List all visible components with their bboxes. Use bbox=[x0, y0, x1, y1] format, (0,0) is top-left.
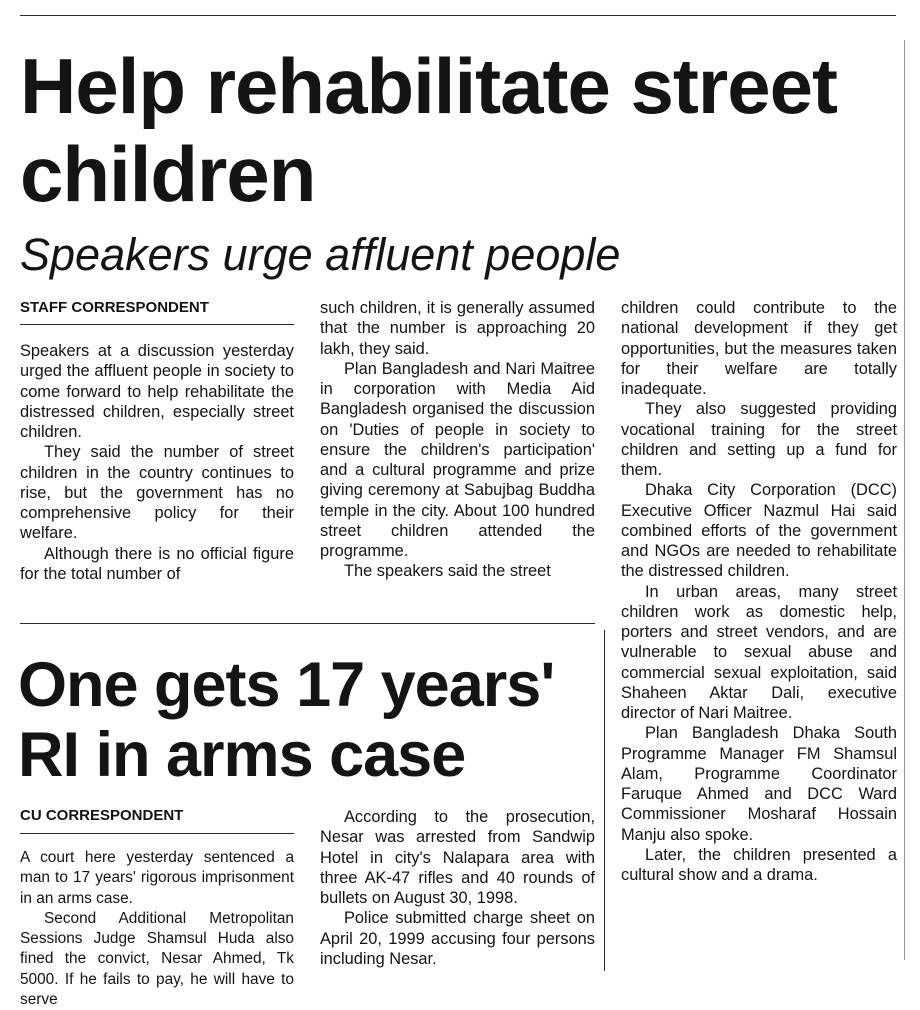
story1-col1-para-1: Speakers at a discussion yesterday urged the affluent people in society to come forward to help rehabilitate the distressed children, especially street children. bbox=[20, 342, 294, 441]
right-edge-rule bbox=[904, 40, 905, 960]
story1-col3-para-3: Dhaka City Corporation (DCC) Executive Officer Nazmul Hai said combined efforts of the government and NGOs are needed to rehabilitate the distressed children. bbox=[621, 481, 897, 581]
story1-col2-para-3: The speakers said the street bbox=[344, 562, 551, 581]
story2-col2-para-2: Police submitted charge sheet on April 20, 1999 accusing four persons including Nesar. bbox=[320, 909, 595, 968]
story1-subheadline: Speakers urge affluent people bbox=[20, 229, 621, 280]
story2-col1-para-1: A court here yesterday sentenced a man to 17 years' rigorous imprisonment in an arms case. bbox=[20, 849, 294, 907]
story1-column-3 bbox=[621, 298, 897, 885]
story2-byline bbox=[20, 807, 183, 824]
story1-col2-para-1: such children, it is generally assumed that the number is approaching 20 lakh, they said. bbox=[320, 299, 595, 358]
story2-column-1 bbox=[20, 848, 294, 1008]
story1-column-1 bbox=[20, 341, 294, 584]
story1-col3-para-1: children could contribute to the national development if they get opportunities, but the measures taken for their welfare are totally inadequate. bbox=[621, 299, 897, 398]
story1-col3-para-4: In urban areas, many street children work as domestic help, porters and street vendors, and are vulnerable to sexual abuse and commercial sexual exploitation, said Shaheen Aktar Dali, executive director of Nari Maitree. bbox=[621, 582, 897, 722]
story-separator-rule bbox=[20, 623, 595, 624]
story2-byline-rule bbox=[20, 833, 294, 834]
story1-col3-para-2: They also suggested providing vocational training for the street children and setting up a fund for them. bbox=[621, 400, 897, 479]
story2-byline-text: CU CORRESPONDENT bbox=[20, 807, 184, 824]
story1-byline bbox=[20, 299, 209, 316]
story1-byline-text: STAFF CORRESPONDENT bbox=[20, 299, 209, 316]
story1-col3-para-6: Later, the children presented a cultural show and a drama. bbox=[621, 845, 897, 884]
story2-headline: One gets 17 years' RI in arms case bbox=[18, 650, 555, 790]
story1-col1-para-2: They said the number of street children in the country continues to rise, but the government has no comprehensive policy for their welfare. bbox=[20, 443, 294, 543]
story1-byline-rule bbox=[20, 324, 294, 325]
story1-col1-para-3: Although there is no official figure for the total number of bbox=[20, 544, 294, 583]
top-rule bbox=[20, 15, 896, 16]
story2-column-2 bbox=[320, 807, 595, 971]
story1-headline: Help rehabilitate street children bbox=[20, 42, 837, 218]
story2-col2-para-1: According to the prosecution, Nesar was arrested from Sandwip Hotel in city's Nalapara area with three AK-47 rifles and 40 rounds of bullets on August 30, 1998. bbox=[320, 808, 595, 907]
story2-col1-para-2: Second Additional Metropolitan Sessions Judge Shamsul Huda also fined the convict, Nesar Ahmed, Tk 5000. If he fails to pay, he will have to serve bbox=[20, 909, 294, 1008]
story1-col3-para-5: Plan Bangladesh Dhaka South Programme Manager FM Shamsul Alam, Programme Coordinator Faruque Ahmed and DCC Ward Commissioner Mosharaf Hossain Manju also spoke. bbox=[621, 724, 897, 844]
story1-col2-para-2: Plan Bangladesh and Nari Maitree in corporation with Media Aid Bangladesh organised the discussion on 'Duties of people in society to ensure the children's participation' and a cultural programme and prize giving ceremony at Sabujbag Buddha temple in the city. About 100 hundred street children attended the programme. bbox=[320, 359, 595, 560]
story1-column-2 bbox=[320, 298, 595, 582]
